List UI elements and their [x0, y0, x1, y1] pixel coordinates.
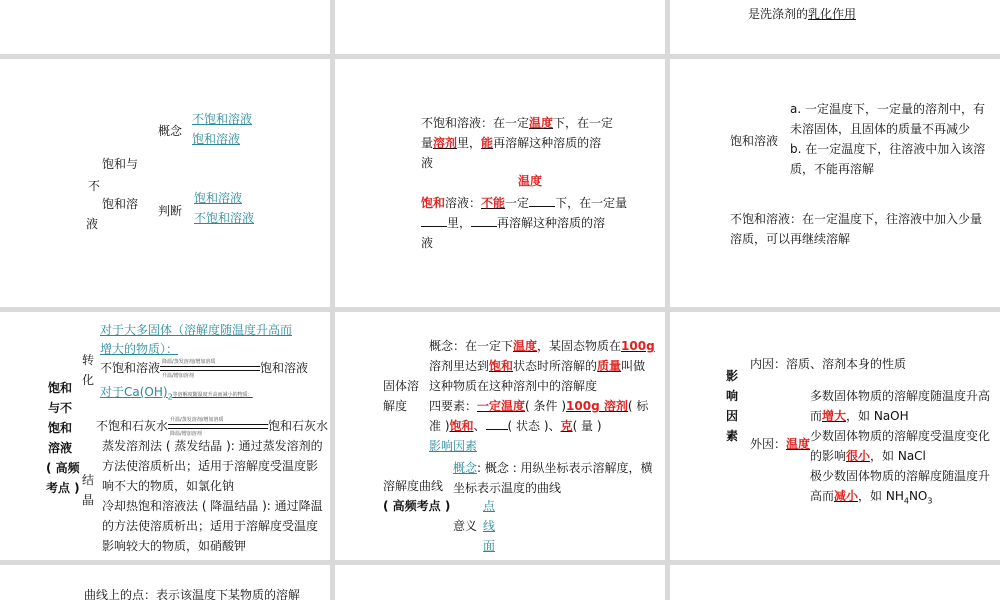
emulsification-term: 乳化作用: [808, 7, 857, 21]
answer-gram: 克: [560, 419, 573, 433]
slide-9: [670, 312, 1000, 560]
text: ，如 NH: [858, 489, 904, 503]
curve-concept-line1: [453, 458, 653, 478]
unsaturated-criterion-line1: 不饱和溶液：在一定温度下，往溶液中加入少量: [730, 212, 983, 226]
answer-temp: 温度: [786, 437, 811, 451]
evaporation-line1: 蒸发溶剂法 ( 蒸发结晶 ): 通过蒸发溶剂的: [102, 439, 323, 453]
answer-increase: 增大: [822, 409, 847, 423]
link-unsaturated-concept[interactable]: 不饱和溶液: [192, 112, 253, 126]
slide-1: [0, 0, 330, 54]
cooling-line2: 的方法使溶质析出；适用于溶解度受温度: [102, 519, 319, 533]
label-jiejing-2: 晶: [82, 493, 95, 507]
text: 不饱和溶液：在一定: [421, 116, 530, 130]
text: ( 状态 ): [507, 419, 549, 433]
text: ( 标: [627, 399, 649, 413]
four-elements-line1: [429, 396, 648, 416]
solubility-title-1: 固体溶: [383, 379, 420, 393]
conversion-arrows-2: [168, 416, 268, 437]
factor-title-3: 因: [726, 409, 739, 423]
topic-label-baoheyu: 饱和与: [102, 157, 139, 171]
conversion-row-2: [96, 416, 328, 436]
most-solids-line2: [810, 406, 909, 426]
link-most-solids-1[interactable]: 对于大多固体（溶解度随温度升高而: [100, 323, 293, 337]
text: 外因：: [750, 437, 787, 451]
blank: [471, 214, 497, 227]
answer-decrease: 减小: [834, 489, 859, 503]
text: 四要素：: [429, 399, 478, 413]
solubility-concept-line2: [429, 356, 645, 376]
text: ( 量 ): [572, 419, 602, 433]
cooling-line1: 冷却热饱和溶液法 ( 降温结晶 ): 通过降温: [102, 499, 323, 513]
link-saturated-judge[interactable]: 饱和溶液: [194, 191, 243, 205]
link-influence-factors[interactable]: 影响因素: [429, 439, 478, 453]
text: 不饱和溶液: [100, 361, 161, 375]
left-title-5: ( 高频: [46, 461, 80, 475]
answer-saturated: 饱和: [421, 196, 446, 210]
text: 、: [473, 419, 486, 433]
emulsification-prefix: 是洗涤剂的: [748, 7, 809, 21]
curve-concept-line2: 坐标表示温度的曲线: [453, 481, 562, 495]
criterion-a-line2: 未溶固体，且固体的质量不再减少: [790, 122, 971, 136]
text: 高而: [810, 489, 835, 503]
solubility-title-2: 解度: [383, 399, 408, 413]
few-solids-line2: [810, 446, 926, 466]
arrow-line: [168, 424, 268, 425]
left-title-2: 与不: [48, 401, 73, 415]
text: 饱和溶液: [260, 361, 309, 375]
link-unsaturated-judge[interactable]: 不饱和溶液: [194, 211, 255, 225]
curve-title-2: ( 高频考点 ): [383, 499, 451, 513]
text: 一定: [505, 196, 530, 210]
text: 概念：在一定下: [429, 339, 514, 353]
sat-def-line3: 液: [421, 236, 434, 250]
concept-label: 概念: [158, 124, 183, 138]
slide-7: [0, 312, 330, 560]
judge-label: 判断: [158, 204, 183, 218]
text: 状态时所溶解的: [513, 359, 598, 373]
unsat-def-line2: [421, 133, 601, 153]
text: 的影响: [810, 449, 847, 463]
slide-12: [670, 565, 1000, 600]
text: 溶液：: [445, 196, 482, 210]
sat-def-line1: [421, 193, 627, 213]
answer-100g: 100g: [621, 339, 655, 353]
answer-saturated: 饱和: [449, 419, 474, 433]
text: 再溶解这种溶质的溶: [493, 136, 602, 150]
answer-temp: 温度: [513, 339, 538, 353]
solubility-concept-line1: [429, 336, 655, 356]
blank: [421, 214, 447, 227]
text: 饱和石灰水: [268, 419, 329, 433]
text: ，如 NaCl: [870, 449, 926, 463]
unsat-def-line1: [421, 113, 613, 133]
text: ，某固态物质在: [537, 339, 622, 353]
answer-temp: 温度: [529, 116, 554, 130]
topic-label-bu: 不: [88, 179, 101, 193]
evaporation-line3: 响不大的物质，如氯化钠: [102, 479, 235, 493]
left-title-6: 考点 ): [46, 481, 80, 495]
internal-factor: 内因：溶质、溶剂本身的性质: [750, 357, 907, 371]
unsaturated-criterion-line2: 溶质，可以再继续溶解: [730, 232, 851, 246]
text: 叫做: [621, 359, 646, 373]
topic-label-baoherong: 饱和溶: [102, 197, 139, 211]
slide-10: [0, 565, 330, 600]
slide-4: [0, 59, 330, 307]
criterion-b-line2: 质，不能再溶解: [790, 162, 875, 176]
text: 而: [810, 409, 823, 423]
text: 下，在一定: [553, 116, 614, 130]
slide-11: [335, 565, 665, 600]
text: 里，: [447, 216, 472, 230]
subscript: 3: [927, 496, 933, 506]
criterion-b-line1: b. 在一定温度下，往溶液中加入该溶: [790, 142, 986, 156]
link-line[interactable]: 线: [483, 519, 496, 533]
answer-temp-2: 温度: [518, 174, 543, 188]
answer-mass: 质量: [597, 359, 622, 373]
rare-solids-line2: [810, 486, 932, 511]
saturated-solution-title: 饱和溶液: [730, 134, 779, 148]
left-title-1: 饱和: [48, 381, 73, 395]
answer-can: 能: [481, 136, 494, 150]
text: 里，: [457, 136, 482, 150]
label-jiejing-1: 结: [82, 473, 95, 487]
most-solids-line1: 多数固体物质的溶解度随温度升高: [810, 389, 991, 403]
tiny-label: 降温/增加溶剂: [170, 430, 202, 437]
slide-8: [335, 312, 665, 560]
text: 量: [421, 136, 434, 150]
text: 对于Ca(OH): [100, 385, 168, 399]
four-elements-line2: [429, 416, 602, 436]
blank: [486, 417, 508, 430]
left-title-4: 溶液: [48, 441, 73, 455]
left-title-3: 饱和: [48, 421, 73, 435]
curve-title-1: 溶解度曲线: [383, 479, 444, 493]
emulsification-note: [748, 4, 856, 24]
conversion-arrows-1: [160, 358, 260, 379]
text: ，如 NaOH: [846, 409, 909, 423]
link-saturated-concept[interactable]: 饱和溶液: [192, 132, 241, 146]
conversion-row-1: [100, 358, 308, 378]
arrow-line: [168, 428, 268, 429]
text: 下，在一定量: [555, 196, 628, 210]
text: 再溶解这种溶质的溶: [497, 216, 606, 230]
link-most-solids-2[interactable]: 增大的物质）：: [100, 342, 179, 356]
tiny-label: 升温/蒸发溶剂/增加溶质: [170, 416, 224, 423]
answer-saturated: 饱和: [489, 359, 514, 373]
sat-def-line2: [421, 213, 605, 233]
label-zhuanhua-2: 化: [82, 373, 95, 387]
arrow-line: [160, 366, 260, 367]
link-point[interactable]: 点: [483, 499, 496, 513]
text: NO: [908, 489, 928, 503]
slide-5: [335, 59, 665, 307]
text: 准 ): [429, 419, 450, 433]
solubility-concept-line3: 这种物质在这种溶剂中的溶解度: [429, 379, 598, 393]
text: ( 条件 ): [525, 399, 567, 413]
curve-point-meaning: 曲线上的点：表示该温度下某物质的溶解: [84, 588, 301, 600]
answer-temp: 一定温度: [477, 399, 526, 413]
answer-100g-solvent: 100g 溶剂: [566, 399, 628, 413]
arrow-line: [160, 370, 260, 371]
topic-label-ye: 液: [86, 217, 99, 231]
text: 溶剂里达到: [429, 359, 490, 373]
tiny-label: 等溶解度随温度升高而减小的物质：: [172, 392, 253, 398]
answer-small: 很小: [846, 449, 871, 463]
slide-3: [670, 0, 1000, 54]
cooling-line3: 影响较大的物质，如硝酸钾: [102, 539, 247, 553]
subscript: 2: [167, 392, 173, 402]
label-zhuanhua-1: 转: [82, 353, 95, 367]
link-curve-concept[interactable]: 概念: [453, 461, 478, 475]
text: : 概念 : 用纵坐标表示溶解度，横: [477, 461, 653, 475]
meaning-label: 意义: [453, 519, 478, 533]
unsat-def-line3: 液: [421, 156, 434, 170]
criterion-a-line1: a. 一定温度下，一定量的溶剂中，有: [790, 102, 985, 116]
external-factor: [750, 434, 810, 454]
answer-solvent: 溶剂: [433, 136, 458, 150]
text: 、: [548, 419, 561, 433]
tiny-label: 升温/增加溶剂: [162, 372, 194, 379]
slide-6: [670, 59, 1000, 307]
subscript: 4: [903, 496, 909, 506]
answer-cannot: 不能: [481, 196, 506, 210]
rare-solids-line1: 极少数固体物质的溶解度随温度升: [810, 469, 991, 483]
slide-2: [335, 0, 665, 54]
factor-title-4: 素: [726, 429, 739, 443]
few-solids-line1: 少数固体物质的溶解度受温度变化: [810, 429, 991, 443]
blank: [529, 194, 555, 207]
link-face[interactable]: 面: [483, 539, 496, 553]
text: 不饱和石灰水: [96, 419, 169, 433]
factor-title-1: 影: [726, 369, 739, 383]
factor-title-2: 响: [726, 389, 739, 403]
evaporation-line2: 方法使溶质析出；适用于溶解度受温度影: [102, 459, 319, 473]
link-caoh2[interactable]: [100, 382, 253, 407]
tiny-label: 降温/蒸发溶剂/增加溶质: [162, 358, 216, 365]
